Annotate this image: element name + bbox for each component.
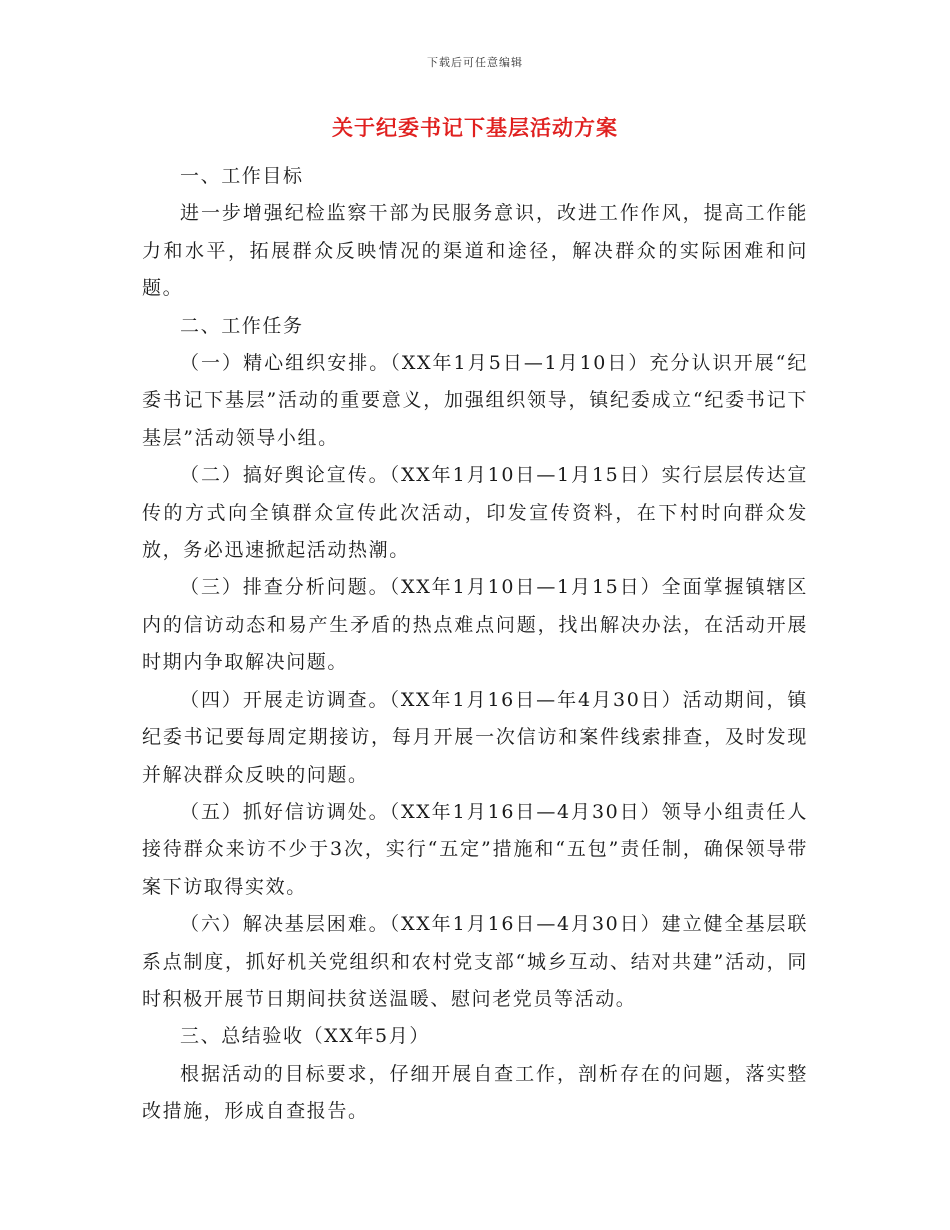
paragraph-task-2: （二）搞好舆论宣传。（XX年1月10日—1月15日）实行层层传达宣传的方式向全镇群众宣传此次活动，印发宣传资料，在下村时向群众发放，务必迅速掀起活动热潮。: [142, 464, 808, 562]
paragraph-goals: 进一步增强纪检监察干部为民服务意识，改进工作作风，提高工作能力和水平，拓展群众反映情况的渠道和途径，解决群众的实际困难和问题。: [142, 202, 808, 300]
page-header-note: 下载后可任意编辑: [427, 56, 523, 69]
paragraph-task-4: （四）开展走访调查。（XX年1月16日—年4月30日）活动期间，镇纪委书记要每周定期接访，每月开展一次信访和案件线索排查，及时发现并解决群众反映的问题。: [142, 688, 808, 786]
paragraph-task-5: （五）抓好信访调处。（XX年1月16日—4月30日）领导小组责任人接待群众来访不少于3次，实行“五定”措施和“五包”责任制，确保领导带案下访取得实效。: [142, 800, 808, 898]
document-title: 关于纪委书记下基层活动方案: [332, 115, 618, 140]
paragraph-summary: 根据活动的目标要求，仔细开展自查工作，剖析存在的问题，落实整改措施，形成自查报告。: [142, 1062, 808, 1123]
paragraph-task-1: （一）精心组织安排。（XX年1月5日—1月10日）充分认识开展“纪委书记下基层”活动的重要意义，加强组织领导，镇纪委成立“纪委书记下基层”活动领导小组。: [142, 352, 808, 449]
paragraph-task-6: （六）解决基层困难。（XX年1月16日—4月30日）建立健全基层联系点制度，抓好机关党组织和农村党支部“城乡互动、结对共建”活动，同时积极开展节日期间扶贫送温暖、慰问老党员等活动。: [142, 913, 808, 1010]
section-heading-summary: 三、总结验收（XX年5月）: [180, 1025, 430, 1048]
section-heading-tasks: 二、工作任务: [180, 314, 304, 337]
section-heading-goals: 一、工作目标: [180, 165, 304, 187]
paragraph-task-3: （三）排查分析问题。（XX年1月10日—1月15日）全面掌握镇辖区内的信访动态和易产生矛盾的热点难点问题，找出解决办法，在活动开展时期内争取解决问题。: [142, 576, 808, 674]
document-body: [142, 158, 808, 1131]
